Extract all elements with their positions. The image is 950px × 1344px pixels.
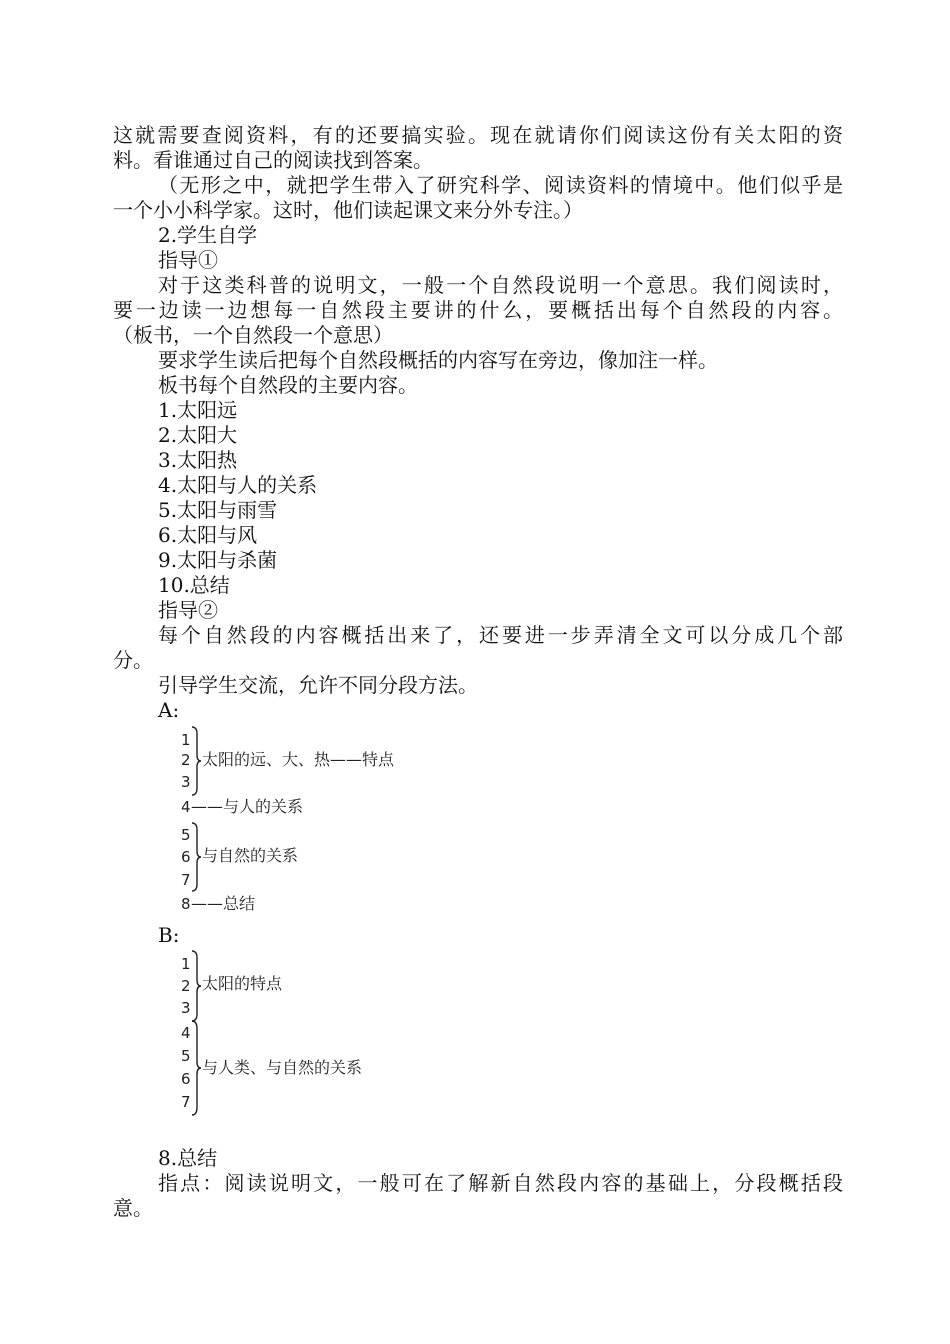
paragraph-line: 料。看谁通过自己的阅读找到答案。 — [113, 148, 433, 172]
paragraph-line: 分。 — [113, 648, 153, 672]
paragraph-line: 每个自然段的内容概括出来了，还要进一步弄清全文可以分成几个部 — [158, 623, 843, 647]
item-label: ——与人的关系 — [191, 797, 304, 816]
paragraph-number: 7 — [181, 1093, 191, 1111]
paragraph-line: （板书，一个自然段一个意思） — [113, 323, 393, 347]
paragraph-line: （无形之中，就把学生带入了研究科学、阅读资料的情境中。他们似乎是 — [158, 173, 843, 197]
paragraph-line: 指点：阅读说明文，一般可在了解新自然段内容的基础上，分段概括段 — [158, 1171, 843, 1195]
paragraph-number: 4 — [181, 798, 191, 816]
paragraph-line: 意。 — [113, 1196, 153, 1220]
paragraph-number: 2 — [181, 977, 191, 995]
group-label: 太阳的远、大、热——特点 — [202, 750, 395, 769]
paragraph-line: 板书每个自然段的主要内容。 — [158, 373, 418, 397]
list-item: 10.总结 — [158, 573, 230, 597]
list-item: 3.太阳热 — [158, 448, 238, 472]
section-heading: 2.学生自学 — [158, 223, 258, 247]
group-label: 与人类、与自然的关系 — [202, 1058, 363, 1077]
paragraph-line: 这就需要查阅资料，有的还要搞实验。现在就请你们阅读这份有关太阳的资 — [113, 123, 843, 147]
guide-heading: 指导① — [158, 248, 218, 272]
list-item: 9.太阳与杀菌 — [158, 548, 278, 572]
paragraph-number: 1 — [181, 955, 191, 973]
item-label: ——总结 — [191, 894, 256, 913]
paragraph-number: 6 — [181, 1070, 191, 1088]
paragraph-number: 8 — [181, 895, 191, 913]
paragraph-line: 引导学生交流，允许不同分段方法。 — [158, 673, 478, 697]
paragraph-number: 7 — [181, 871, 191, 889]
list-item: 2.太阳大 — [158, 423, 238, 447]
paragraph-number: 1 — [181, 731, 191, 749]
brace-icon — [189, 950, 203, 1022]
paragraph-line: 一个小小科学家。这时，他们读起课文来分外专注。） — [113, 198, 583, 222]
paragraph-line: 对于这类科普的说明文，一般一个自然段说明一个意思。我们阅读时， — [158, 273, 843, 297]
list-item: 1.太阳远 — [158, 398, 238, 422]
paragraph-number: 5 — [181, 1047, 191, 1065]
guide-heading: 指导② — [158, 598, 218, 622]
paragraph-number: 3 — [181, 999, 191, 1017]
paragraph-number: 5 — [181, 826, 191, 844]
paragraph-number: 4 — [181, 1024, 191, 1042]
paragraph-number: 2 — [181, 751, 191, 769]
list-item: 6.太阳与风 — [158, 523, 258, 547]
paragraph-line: 要一边读一边想每一自然段主要讲的什么，要概括出每个自然段的内容。 — [113, 298, 843, 322]
list-item: 4.太阳与人的关系 — [158, 473, 318, 497]
paragraph-number: 6 — [181, 848, 191, 866]
option-label-b: B: — [158, 923, 180, 947]
group-label: 与自然的关系 — [202, 846, 299, 865]
paragraph-line: 要求学生读后把每个自然段概括的内容写在旁边，像加注一样。 — [158, 348, 718, 372]
group-label: 太阳的特点 — [202, 974, 283, 993]
brace-icon — [189, 1020, 203, 1116]
option-label-a: A: — [158, 698, 180, 722]
paragraph-number: 3 — [181, 773, 191, 791]
list-item: 8.总结 — [158, 1146, 218, 1170]
list-item: 5.太阳与雨雪 — [158, 498, 278, 522]
